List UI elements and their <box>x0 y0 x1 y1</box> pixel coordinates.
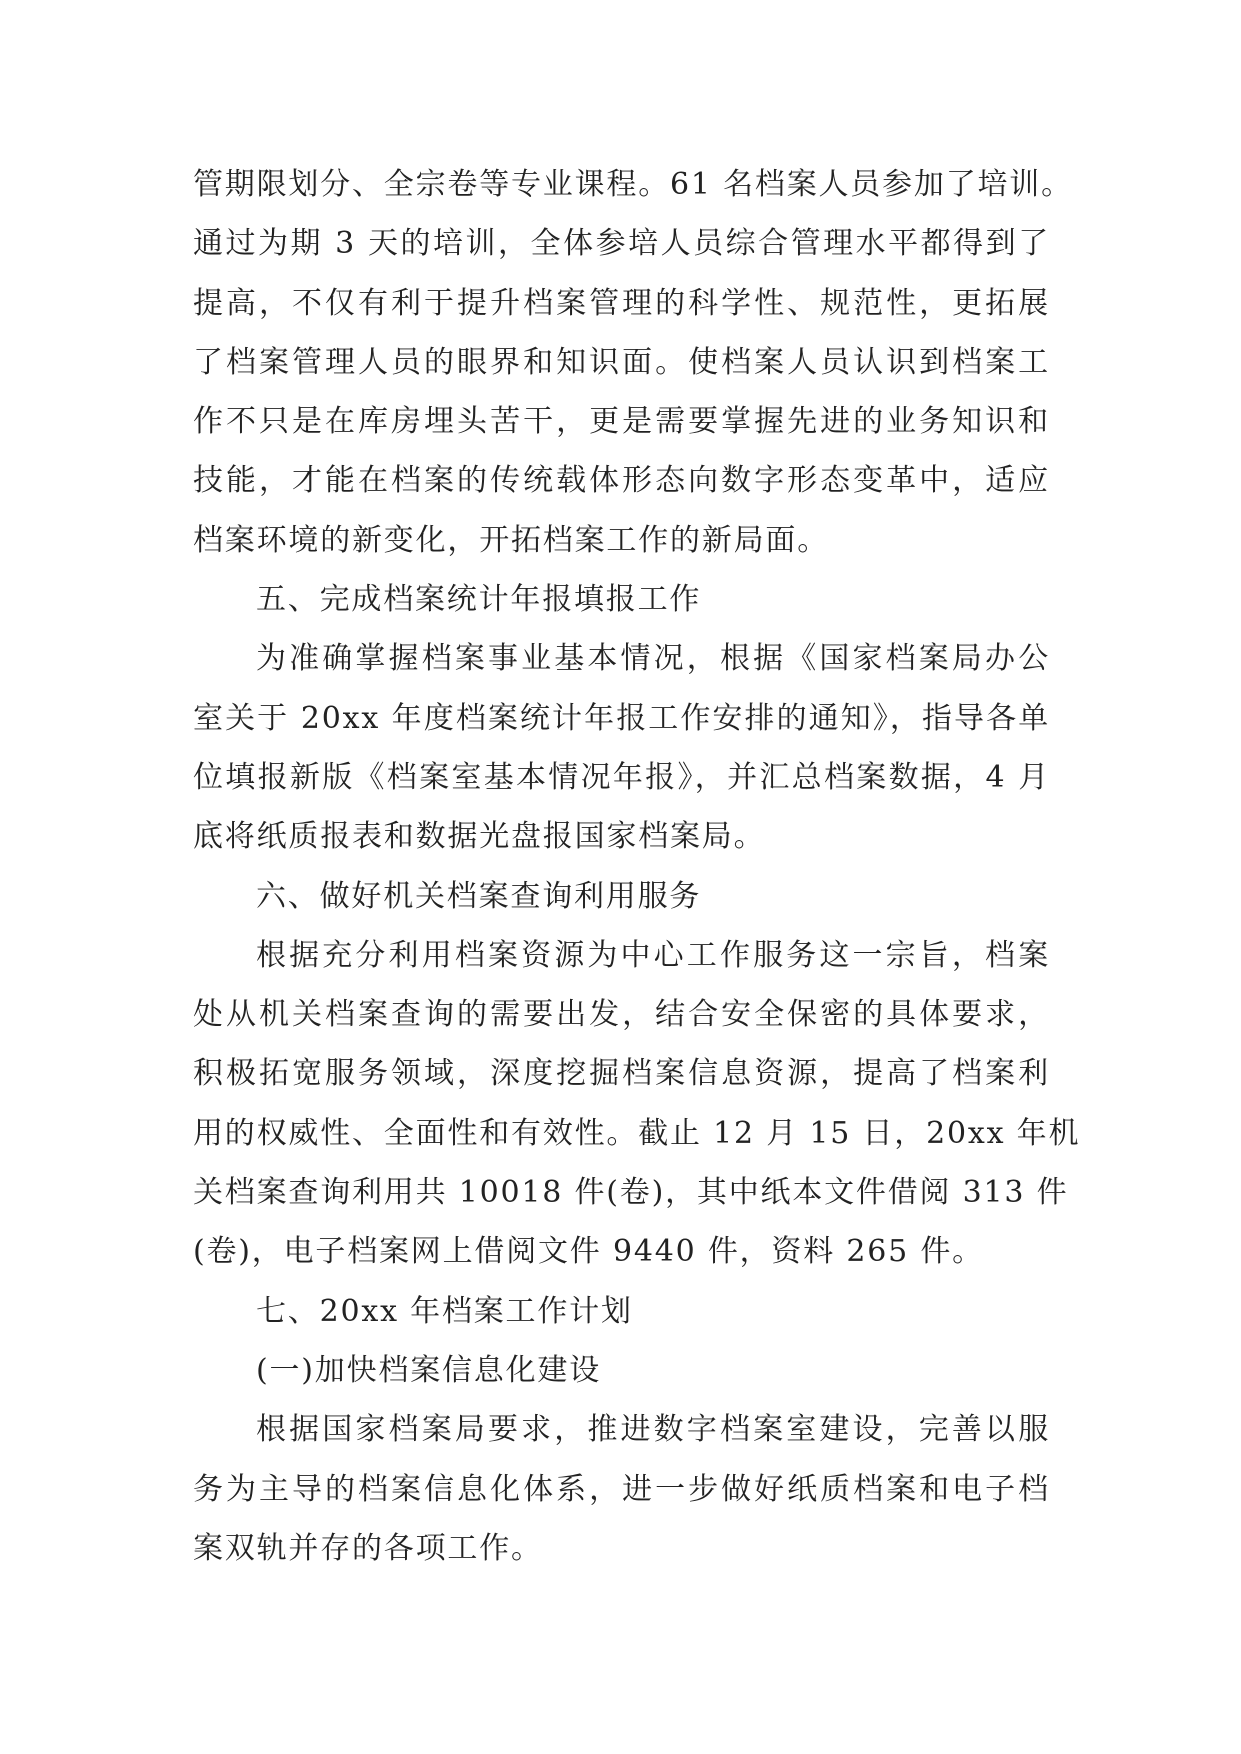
section-heading: 六、做好机关档案查询利用服务 <box>256 878 702 914</box>
document-page <box>193 155 1081 1578</box>
text-line: 通过为期 3 天的培训，全体参培人员综合管理水平都得到了 <box>193 226 1050 262</box>
text-line: 务为主导的档案信息化体系，进一步做好纸质档案和电子档 <box>193 1471 1050 1507</box>
body-paragraph <box>193 155 1073 570</box>
text-line: 关档案查询利用共 10018 件(卷)，其中纸本文件借阅 313 件 <box>193 1175 1069 1211</box>
body-paragraph <box>193 629 1050 866</box>
text-line: 了档案管理人员的眼界和知识面。使档案人员认识到档案工 <box>193 344 1050 380</box>
text-line: 底将纸质报表和数据光盘报国家档案局。 <box>193 819 766 855</box>
text-line: 用的权威性、全面性和有效性。截止 12 月 15 日，20xx 年机 <box>193 1115 1081 1151</box>
text-line: 案双轨并存的各项工作。 <box>193 1530 543 1566</box>
text-line: 处从机关档案查询的需要出发，结合安全保密的具体要求， <box>193 997 1050 1033</box>
subsection-heading: (一)加快档案信息化建设 <box>256 1352 602 1388</box>
text-line: 技能，才能在档案的传统载体形态向数字形态变革中，适应 <box>193 463 1050 499</box>
text-line: 提高，不仅有利于提升档案管理的科学性、规范性，更拓展 <box>193 285 1050 321</box>
text-line: (卷)，电子档案网上借阅文件 9440 件，资料 265 件。 <box>193 1234 984 1270</box>
text-line: 为准确掌握档案事业基本情况，根据《国家档案局办公 <box>256 641 1050 677</box>
text-line: 室关于 20xx 年度档案统计年报工作安排的通知》，指导各单 <box>193 700 1050 736</box>
section-heading: 七、20xx 年档案工作计划 <box>256 1293 633 1329</box>
text-line: 作不只是在库房埋头苦干，更是需要掌握先进的业务知识和 <box>193 404 1050 440</box>
text-line: 位填报新版《档案室基本情况年报》，并汇总档案数据，4 月 <box>193 759 1050 795</box>
text-line: 根据充分利用档案资源为中心工作服务这一宗旨，档案 <box>256 937 1050 973</box>
text-line: 管期限划分、全宗卷等专业课程。61 名档案人员参加了培训。 <box>193 167 1073 202</box>
text-line: 档案环境的新变化，开拓档案工作的新局面。 <box>193 522 829 558</box>
text-line: 积极拓宽服务领域，深度挖掘档案信息资源，提高了档案利 <box>193 1056 1050 1092</box>
body-paragraph <box>193 1400 1050 1578</box>
text-line: 根据国家档案局要求，推进数字档案室建设，完善以服 <box>256 1412 1050 1448</box>
section-heading: 五、完成档案统计年报填报工作 <box>256 582 702 618</box>
body-paragraph <box>193 926 1081 1282</box>
